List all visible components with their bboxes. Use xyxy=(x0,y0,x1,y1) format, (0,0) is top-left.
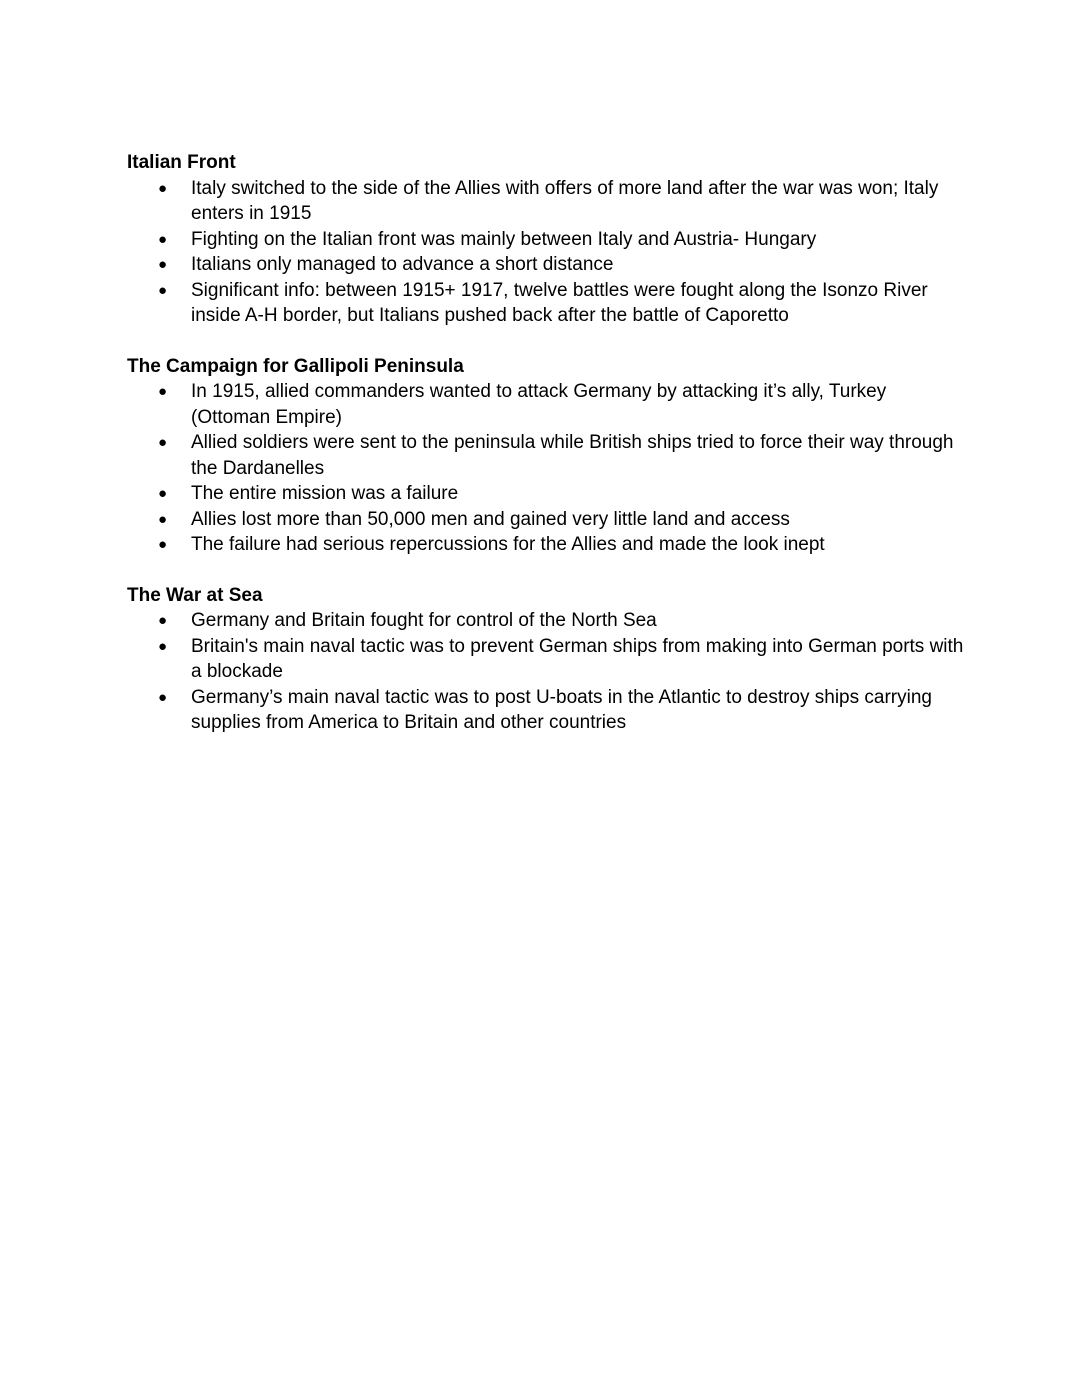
list-item-text: Significant info: between 1915+ 1917, twelve battles were fought along the Isonzo River inside A-H border, but Italians pushed back after the battle of Caporetto xyxy=(191,279,928,326)
bullet-icon: ● xyxy=(158,179,168,197)
bullet-icon: ● xyxy=(158,230,168,248)
section-heading: The War at Sea xyxy=(127,584,263,606)
section-heading: The Campaign for Gallipoli Peninsula xyxy=(127,355,464,377)
list-item-text: The entire mission was a failure xyxy=(191,483,459,504)
bullet-icon: ● xyxy=(158,281,168,299)
list-item xyxy=(127,379,967,430)
list-item xyxy=(127,532,967,558)
bullet-list xyxy=(127,608,967,736)
list-item xyxy=(127,430,967,481)
bullet-icon: ● xyxy=(158,510,168,528)
section-war-at-sea xyxy=(127,583,967,736)
bullet-icon: ● xyxy=(158,434,168,451)
list-item-text: Allies lost more than 50,000 men and gained very little land and access xyxy=(191,508,790,530)
bullet-icon: ● xyxy=(158,637,168,655)
section-heading: Italian Front xyxy=(127,152,236,173)
list-item-text: Italy switched to the side of the Allies with offers of more land after the war was won; Italy enters in 1915 xyxy=(191,177,939,224)
document-page xyxy=(127,150,967,761)
section-gallipoli-campaign xyxy=(127,354,967,558)
bullet-icon: ● xyxy=(158,612,168,629)
list-item-text: The failure had serious repercussions for the Allies and made the look inept xyxy=(191,534,825,555)
section-italian-front xyxy=(127,150,967,329)
list-item xyxy=(127,227,967,253)
list-item-text: Italians only managed to advance a short distance xyxy=(191,254,614,275)
list-item xyxy=(127,634,967,685)
list-item-text: In 1915, allied commanders wanted to attack Germany by attacking it’s ally, Turkey (Ottoman Empire) xyxy=(191,381,887,428)
list-item-text: Fighting on the Italian front was mainly between Italy and Austria- Hungary xyxy=(191,228,817,250)
list-item xyxy=(127,481,967,507)
list-item-text: Germany’s main naval tactic was to post U-boats in the Atlantic to destroy ships carrying supplies from America to Britain and other countries xyxy=(191,686,932,733)
list-item xyxy=(127,252,967,278)
list-item xyxy=(127,278,967,329)
bullet-icon: ● xyxy=(158,383,168,400)
bullet-icon: ● xyxy=(158,688,168,706)
list-item-text: Allied soldiers were sent to the peninsula while British ships tried to force their way through the Dardanelles xyxy=(191,432,954,479)
list-item xyxy=(127,507,967,533)
bullet-icon: ● xyxy=(158,485,168,502)
list-item xyxy=(127,608,967,634)
bullet-list xyxy=(127,379,967,558)
list-item xyxy=(127,176,967,227)
bullet-list xyxy=(127,176,967,329)
list-item-text: Germany and Britain fought for control of the North Sea xyxy=(191,610,657,631)
list-item xyxy=(127,685,967,736)
bullet-icon: ● xyxy=(158,256,168,273)
bullet-icon: ● xyxy=(158,536,168,553)
list-item-text: Britain's main naval tactic was to prevent German ships from making into German ports with a blockade xyxy=(191,635,964,682)
